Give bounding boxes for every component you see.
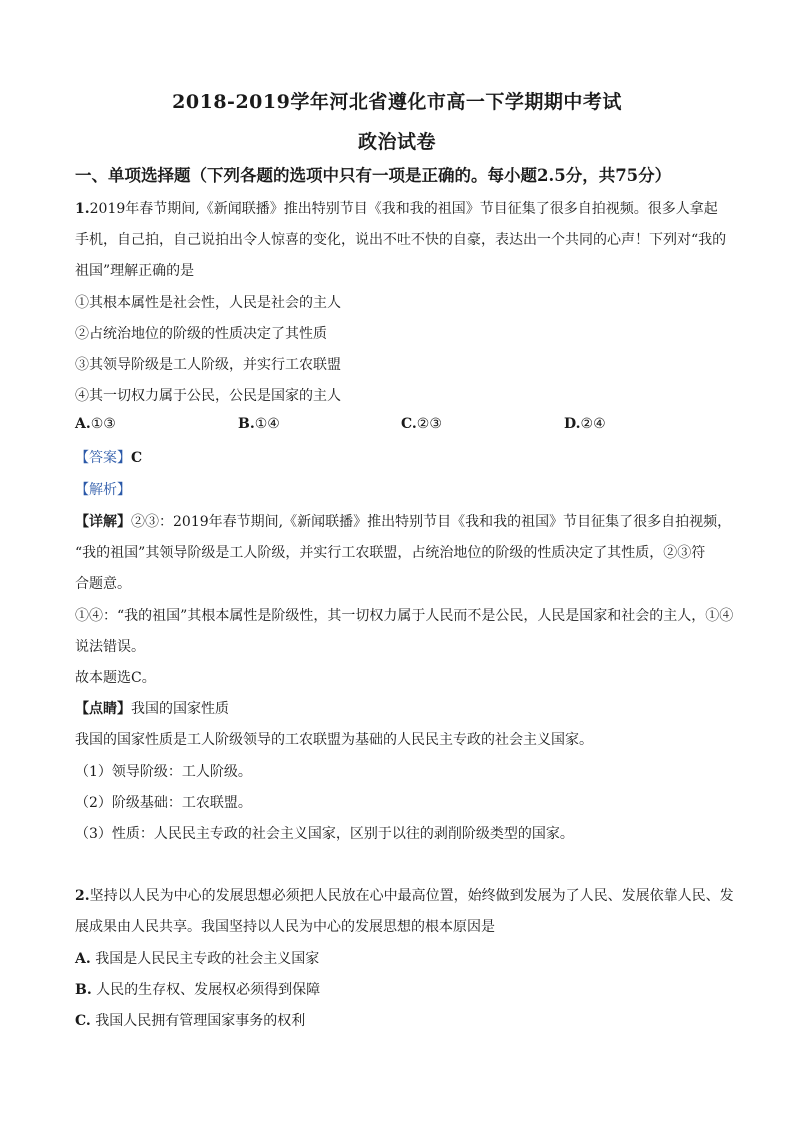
detail-tag: 【详解】 — [75, 514, 131, 530]
q1-detail-line-5: 说法错误。 — [75, 639, 145, 655]
q2-stem-line-2: 展成果由人民共享。我国坚持以人民为中心的发展思想的根本原因是 — [75, 919, 495, 935]
q2-stem-line-1: 2.坚持以人民为中心的发展思想必须把人民放在心中最高位置，始终做到发展为了人民、发展依靠人民、发 — [75, 888, 734, 904]
q1-stem-line-1: 1.2019年春节期间,《新闻联播》推出特别节目《我和我的祖国》节目征集了很多自拍视频。很多人拿起 — [75, 201, 718, 217]
q1-statement-2: ②占统治地位的阶级的性质决定了其性质 — [75, 326, 327, 342]
document-subtitle: 政治试卷 — [357, 131, 436, 153]
q1-detail-line-2: “我的祖国”其领导阶级是工人阶级，并实行工农联盟，占统治地位的阶级的性质决定了其性质，②③符 — [75, 545, 706, 561]
q1-answer — [75, 447, 142, 467]
q1-statement-3: ③其领导阶级是工人阶级，并实行工农联盟 — [75, 357, 341, 373]
q1-option-a: A.①③ — [75, 416, 116, 432]
q1-detail-line-6: 故本题选C。 — [75, 670, 156, 686]
section-heading: 一、单项选择题（下列各题的选项中只有一项是正确的。每小题2.5分，共75分） — [75, 166, 672, 185]
q2-option-b: B. 人民的生存权、发展权必须得到保障 — [75, 982, 321, 998]
q1-point-line-3: （2）阶级基础：工农联盟。 — [75, 795, 252, 811]
q1-detail-line-1: 【详解】②③：2019年春节期间,《新闻联播》推出特别节目《我和我的祖国》节目征集了很多自拍视频， — [75, 514, 732, 530]
q1-option-b: B.①④ — [238, 416, 280, 432]
q1-stem-line-2: 手机，自己拍，自己说拍出令人惊喜的变化，说出不吐不快的自豪，表达出一个共同的心声！下列对“我的 — [75, 232, 727, 248]
answer-tag: 【答案】 — [75, 450, 131, 466]
q2-option-c: C. 我国人民拥有管理国家事务的权利 — [75, 1013, 306, 1029]
q1-point-line-2: （1）领导阶级：工人阶级。 — [75, 764, 252, 780]
q1-option-d: D.②④ — [564, 416, 606, 432]
q1-number: 1. — [75, 201, 90, 217]
q1-option-c: C.②③ — [401, 416, 442, 432]
q1-analysis-tag: 【解析】 — [75, 482, 131, 498]
q1-statement-4: ④其一切权力属于公民，公民是国家的主人 — [75, 388, 341, 404]
q1-detail-line-3: 合题意。 — [75, 576, 131, 592]
document-title: 2018-2019学年河北省遵化市高一下学期期中考试 — [172, 91, 622, 113]
q1-point-heading: 【点睛】我国的国家性质 — [75, 701, 229, 717]
q1-point-line-4: （3）性质：人民民主专政的社会主义国家，区别于以往的剥削阶级类型的国家。 — [75, 826, 574, 842]
q1-stem-line-3: 祖国”理解正确的是 — [75, 263, 195, 279]
point-tag: 【点睛】 — [75, 701, 131, 717]
q2-number: 2. — [75, 888, 90, 904]
q1-detail-line-4: ①④：“我的祖国”其根本属性是阶级性，其一切权力属于人民而不是公民，人民是国家和社会的主人，①④ — [75, 608, 734, 624]
q1-point-line-1: 我国的国家性质是工人阶级领导的工农联盟为基础的人民民主专政的社会主义国家。 — [75, 732, 593, 748]
answer-value: C — [131, 450, 143, 466]
q1-statement-1: ①其根本属性是社会性，人民是社会的主人 — [75, 295, 341, 311]
q2-option-a: A. 我国是人民民主专政的社会主义国家 — [75, 951, 320, 967]
